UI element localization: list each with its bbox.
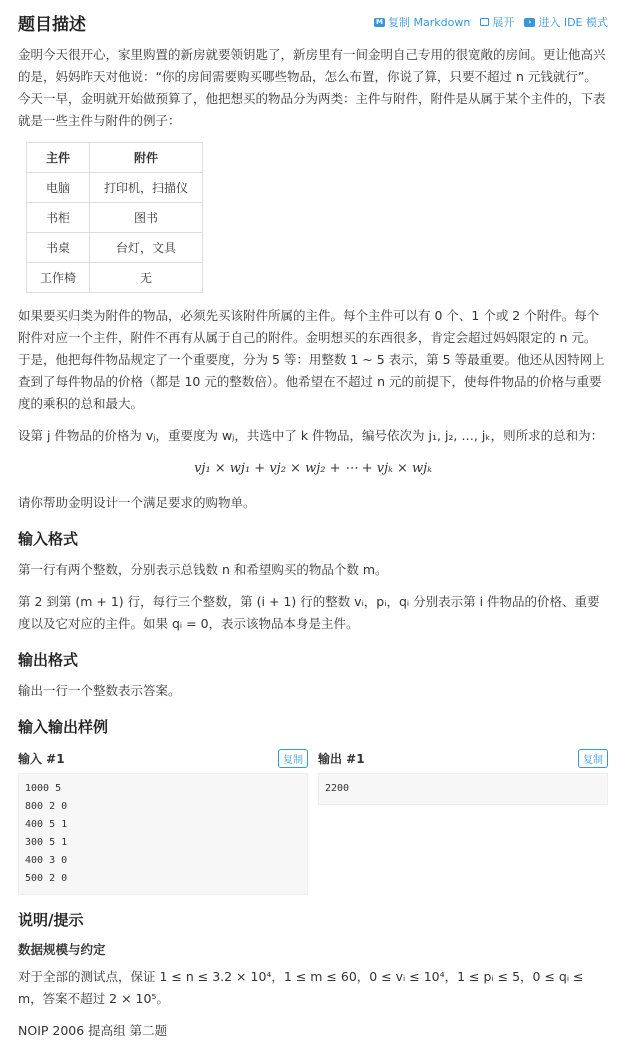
sample-input-header bbox=[18, 747, 308, 769]
sum-definition-paragraph: 设第 j 件物品的价格为 vⱼ，重要度为 wⱼ，共选中了 k 件物品，编号依次为 j₁, j₂, …, jₖ，则所求的总和为： bbox=[18, 428, 604, 443]
table-cell: 图书 bbox=[90, 203, 203, 233]
problem-source: NOIP 2006 提高组 第二题 bbox=[18, 1023, 168, 1038]
table-cell: 工作椅 bbox=[27, 263, 90, 293]
table-row bbox=[27, 203, 203, 233]
rules-paragraph: 如果要买归类为附件的物品，必须先买该附件所属的主件。每个主件可以有 0 个、1 个或 2 个附件。每个附件对应一个主件，附件不再有从属于自己的附件。金明想买的东西很多，肯定会超过妈妈限定的 n 元。于是，他把每件物品规定了一个重要度，分为 5 等：用整数 1 ~ 5 表示，第 5 等最重要。他还从因特网上查到了每件物品的价格（都是 10 元的整数倍）。他希望在不超过 n 元的前提下，使每件物品的价格与重要度的乘积的总和最大。 bbox=[18, 308, 605, 411]
section-title-hint: 说明/提示 bbox=[18, 911, 84, 929]
sample-output-header bbox=[318, 747, 608, 769]
table-cell: 无 bbox=[90, 263, 203, 293]
sample-output-label: 输出 #1 bbox=[318, 751, 365, 766]
output-format-line1: 输出一行一个整数表示答案。 bbox=[18, 683, 181, 698]
table-cell: 电脑 bbox=[27, 173, 90, 203]
ide-mode-label: 进入 IDE 模式 bbox=[538, 16, 608, 29]
sample-output-code[interactable]: 2200 bbox=[318, 773, 608, 805]
example-table bbox=[26, 142, 203, 293]
table-row bbox=[27, 233, 203, 263]
problem-header bbox=[18, 0, 608, 44]
table-row bbox=[27, 173, 203, 203]
section-title-description: 题目描述 bbox=[18, 14, 86, 35]
section-title-input: 输入格式 bbox=[18, 530, 79, 548]
sample-output bbox=[318, 747, 608, 895]
section-title-output: 输出格式 bbox=[18, 651, 79, 669]
table-row bbox=[27, 263, 203, 293]
table-header: 主件 bbox=[27, 143, 90, 173]
header-actions bbox=[374, 14, 608, 30]
markdown-icon: M bbox=[374, 18, 385, 27]
table-cell: 书柜 bbox=[27, 203, 90, 233]
copy-markdown-button[interactable] bbox=[374, 14, 470, 30]
intro-paragraph: 金明今天很开心，家里购置的新房就要领钥匙了，新房里有一间金明自己专用的很宽敞的房间。更让他高兴的是，妈妈昨天对他说：“你的房间需要购买哪些物品，怎么布置，你说了算，只要不超过 n 元钱就行”。今天一早，金明就开始做预算了，他把想买的物品分为两类：主件与附件，附件是从属于某个主件的，下表就是一些主件与附件的例子： bbox=[18, 47, 606, 128]
table-cell: 打印机，扫描仪 bbox=[90, 173, 203, 203]
expand-button[interactable] bbox=[480, 14, 514, 30]
expand-label: 展开 bbox=[492, 16, 515, 29]
table-header: 附件 bbox=[90, 143, 203, 173]
hint-subtitle: 数据规模与约定 bbox=[18, 942, 106, 957]
task-paragraph: 请你帮助金明设计一个满足要求的购物单。 bbox=[18, 495, 256, 510]
expand-icon bbox=[480, 18, 489, 26]
ide-mode-button[interactable] bbox=[524, 14, 608, 30]
copy-input-button[interactable]: 复制 bbox=[278, 749, 308, 768]
sample-input bbox=[18, 747, 308, 895]
constraints-paragraph: 对于全部的测试点，保证 1 ≤ n ≤ 3.2 × 10⁴，1 ≤ m ≤ 60，0 ≤ vᵢ ≤ 10⁴，1 ≤ pᵢ ≤ 5，0 ≤ qᵢ ≤ m，答案不超过 2 × 10⁵。 bbox=[18, 969, 584, 1006]
table-header-row bbox=[27, 143, 203, 173]
terminal-icon: › bbox=[524, 18, 535, 27]
table-cell: 台灯，文具 bbox=[90, 233, 203, 263]
sample-input-code[interactable]: 1000 5 800 2 0 400 5 1 300 5 1 400 3 0 500 2 0 bbox=[18, 773, 308, 895]
copy-output-button[interactable]: 复制 bbox=[578, 749, 608, 768]
section-title-samples: 输入输出样例 bbox=[18, 718, 109, 736]
copy-markdown-label: 复制 Markdown bbox=[388, 16, 471, 29]
input-format-line1: 第一行有两个整数，分别表示总钱数 n 和希望购买的物品个数 m。 bbox=[18, 562, 388, 577]
sum-formula: vj₁ × wj₁ + vj₂ × wj₂ + ⋯ + vjₖ × wjₖ bbox=[194, 461, 432, 476]
input-format-line2: 第 2 到第 (m + 1) 行，每行三个整数，第 (i + 1) 行的整数 vᵢ，pᵢ，qᵢ 分别表示第 i 件物品的价格、重要度以及它对应的主件。如果 qᵢ = 0，表示该物品本身是主件。 bbox=[18, 594, 600, 631]
samples-container bbox=[18, 747, 608, 895]
table-cell: 书桌 bbox=[27, 233, 90, 263]
sample-input-label: 输入 #1 bbox=[18, 751, 65, 766]
